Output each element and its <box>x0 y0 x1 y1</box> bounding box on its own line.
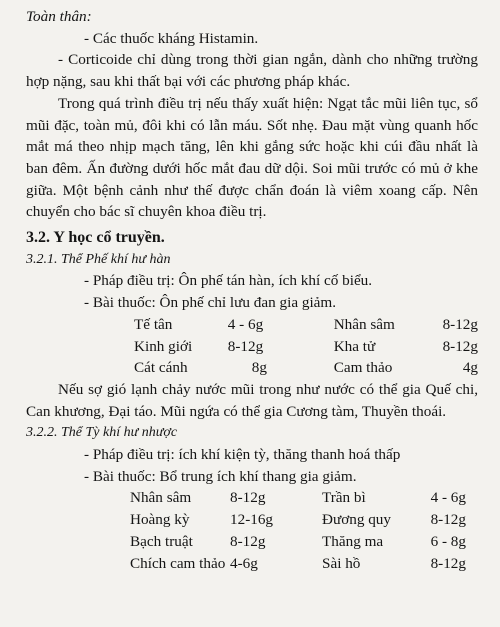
treatment-method: - Pháp điều trị: ích khí kiện tỳ, thăng thanh hoá thấp <box>84 446 401 464</box>
herb-name: Kha tử <box>333 337 376 355</box>
subsection-heading: 3.2.2. Thể Tỳ khí hư nhược <box>26 425 178 441</box>
herb-dose: 4-6g <box>230 554 258 572</box>
herb-name: Bạch truật <box>130 532 193 550</box>
herb-dose: 6 - 8g <box>430 532 466 550</box>
table-row <box>134 336 478 358</box>
herb-name: Hoàng kỳ <box>130 511 190 529</box>
herb-dose: 12-16g <box>230 511 274 529</box>
warning-paragraph: Trong quá trình điều trị nếu thấy xuất hiện: Ngạt tắc mũi liên tục, sổ mũi đặc, toàn mủ, đôi khi có lẫn máu. Sốt nhẹ. Đau mặt vùng quanh hốc mắt má theo nhịp mạch tăng, lên khi gắng sức hoặc khi cúi đầu nhất là ban đêm. Ấn đường dưới hốc mắt đau dữ dội. Soi mũi trước có mủ ở khe giữa. Một bệnh cảnh như thế được chẩn đoán là viêm xoang cấp. Nên chuyển cho bác sĩ chuyên khoa điều trị. <box>26 94 478 221</box>
subsection-heading: 3.2.1. Thể Phế khí hư hàn <box>26 251 171 267</box>
treatment-method: - Pháp điều trị: Ôn phế tán hàn, ích khí cố biểu. <box>84 272 373 290</box>
herb-name: Cam thảo <box>333 359 393 377</box>
table-row <box>130 509 466 531</box>
herb-dose: 4g <box>462 359 478 377</box>
herb-name: Chích cam thảo <box>130 554 226 572</box>
herb-dose: 8-12g <box>442 315 478 333</box>
herb-dose: 4 - 6g <box>227 315 264 333</box>
herb-name: Nhân sâm <box>333 315 395 333</box>
herb-dose: 8-12g <box>430 554 466 572</box>
herb-name: Đương quy <box>322 511 391 529</box>
table-row <box>130 553 466 575</box>
herb-dose: 8-12g <box>442 337 478 355</box>
herb-name: Thăng ma <box>322 532 384 550</box>
herb-dose: 8-12g <box>230 532 266 550</box>
table-row <box>130 531 466 553</box>
list-item: - Corticoide chỉ dùng trong thời gian ngắn, dành cho những trường hợp nặng, sau khi thất bại với các phương pháp khác. <box>26 51 478 91</box>
table-row <box>134 357 478 379</box>
herb-name: Sài hồ <box>322 554 361 572</box>
table-row <box>134 314 478 336</box>
herb-dose: 8-12g <box>227 337 264 355</box>
remedy: - Bài thuốc: Bổ trung ích khí thang gia giảm. <box>84 467 357 485</box>
herb-dose: 8-12g <box>430 511 466 529</box>
section-heading: 3.2. Y học cổ truyền. <box>26 229 165 247</box>
herb-dose: 8-12g <box>230 489 266 507</box>
herb-name: Nhân sâm <box>130 489 192 507</box>
herb-name: Trần bì <box>322 489 366 507</box>
note-paragraph: Nếu sợ gió lạnh chảy nước mũi trong như nước có thể gia Quế chi, Can khương, Đại táo. Mũi ngứa có thể gia Cương tàm, Thuyền thoái. <box>26 380 478 420</box>
table-row <box>130 487 466 509</box>
herb-name: Kinh giới <box>134 337 193 355</box>
herb-table <box>134 314 478 379</box>
herb-name: Tế tân <box>134 315 173 333</box>
body-heading: Toàn thân: <box>26 8 92 25</box>
herb-table <box>130 487 466 574</box>
herb-dose: 4 - 6g <box>430 489 466 507</box>
herb-dose: 8g <box>251 359 267 377</box>
remedy: - Bài thuốc: Ôn phế chỉ lưu đan gia giảm. <box>84 294 337 312</box>
list-item: - Các thuốc kháng Histamin. <box>84 29 259 47</box>
herb-name: Cát cánh <box>134 359 188 377</box>
